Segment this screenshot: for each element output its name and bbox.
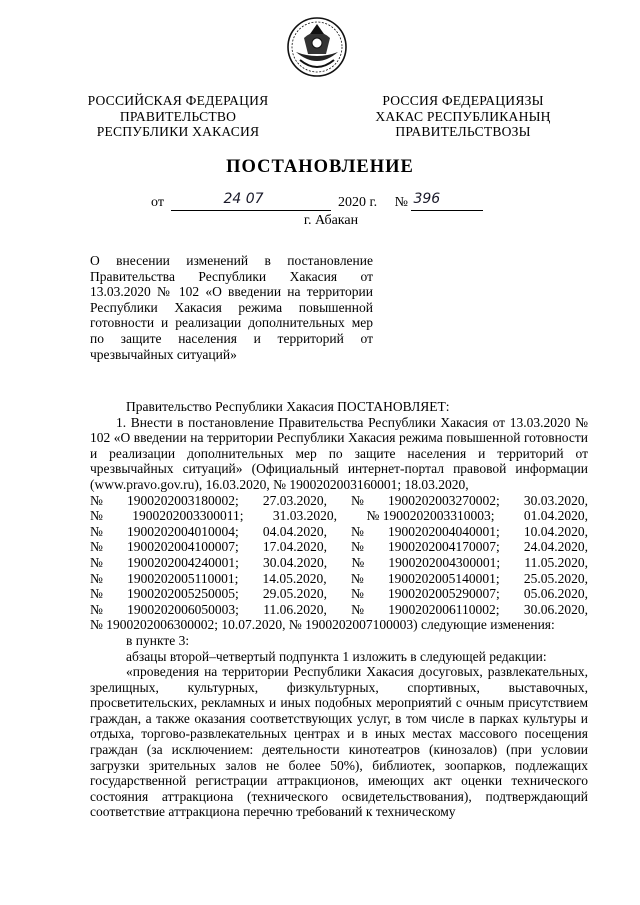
republic-emblem-icon <box>286 16 348 78</box>
registration-cell: 27.03.2020, <box>262 492 327 508</box>
registration-cell: 1900202005250005; <box>126 586 239 602</box>
document-body <box>90 399 588 820</box>
header-right-line: ПРАВИТЕЛЬСТВОЗЫ <box>395 124 531 139</box>
registration-row <box>90 493 588 509</box>
registration-cell: 04.04.2020, <box>262 523 327 539</box>
registration-cell: 1900202004170007; <box>387 539 500 555</box>
number-sign: № <box>394 195 408 210</box>
registration-cell: 30.04.2020, <box>263 554 328 570</box>
registration-cell: 30.03.2020, <box>523 492 588 508</box>
registration-cell: № <box>351 601 365 617</box>
registration-row <box>90 524 588 540</box>
registration-list <box>90 493 588 618</box>
registration-cell: 1900202004100007; <box>126 539 239 555</box>
registration-row <box>90 586 588 602</box>
header-left-line: РОССИЙСКАЯ ФЕДЕРАЦИЯ <box>87 93 269 108</box>
registration-cell: 31.03.2020, <box>272 508 338 524</box>
registration-cell: 1900202004040001; <box>387 523 500 539</box>
document-subject: О внесении изменений в постановление Правительства Республики Хакасия от 13.03.2020 № 102 «О введении на территории Республики Хакасия режима повышенной готовности и реализации дополнительных мер по защите населения и территорий от чрезвычайных ситуаций» <box>90 253 373 362</box>
registration-cell: 1900202004010004; <box>126 523 239 539</box>
registration-cell: 1900202003300011; <box>132 508 244 524</box>
header-right <box>368 93 558 140</box>
registration-row <box>90 571 588 587</box>
header-right-line: РОССИЯ ФЕДЕРАЦИЯЗЫ <box>382 93 544 108</box>
registration-cell: 29.05.2020, <box>262 586 327 602</box>
registration-cell: № <box>350 570 364 586</box>
registration-cell: 1900202006050003; <box>127 601 239 617</box>
point-ref: в пункте 3: <box>126 632 190 648</box>
registration-cell: № <box>90 539 103 555</box>
registration-cell: 24.04.2020, <box>523 539 588 555</box>
registration-cell: 30.06.2020, <box>523 601 588 617</box>
number-field <box>411 191 483 211</box>
registration-row <box>90 539 588 555</box>
registration-tail: № 1900202006300002; 10.07.2020, № 1900202007100003) следующие изменения: <box>90 617 555 633</box>
date-prefix: от <box>151 195 164 210</box>
date-field <box>171 191 331 211</box>
registration-cell: 1900202004240001; <box>127 554 239 570</box>
registration-cell: № <box>90 586 103 602</box>
registration-row <box>90 508 588 524</box>
city: г. Абакан <box>303 213 359 228</box>
header-right-line: ХАКАС РЕСПУБЛИКАНЫҢ <box>375 108 551 124</box>
year-label: 2020 г. <box>337 195 378 210</box>
registration-cell: № <box>351 586 364 602</box>
registration-cell: 1900202003270002; <box>387 492 500 508</box>
registration-cell: № <box>351 492 364 508</box>
registration-cell: № <box>90 492 103 508</box>
header-left-line: ПРАВИТЕЛЬСТВО <box>119 108 237 124</box>
registration-cell: 14.05.2020, <box>262 570 327 586</box>
registration-cell: 05.06.2020, <box>523 586 588 602</box>
registration-cell: 01.04.2020, <box>523 508 588 524</box>
registration-cell: № <box>90 523 103 539</box>
registration-cell: 10.04.2020, <box>523 523 588 539</box>
registration-cell: № <box>90 601 103 617</box>
registration-cell: 1900202005140001; <box>387 570 500 586</box>
instruction: абзацы второй–четвертый подпункта 1 изложить в следующей редакции: <box>126 648 547 664</box>
registration-cell: 1900202006110002; <box>388 601 500 617</box>
registration-cell: № <box>90 554 103 570</box>
registration-cell: 1900202005110001; <box>127 570 239 586</box>
item-1-intro: 1. Внести в постановление Правительства Республики Хакасия от 13.03.2020 № 102 «О введении на территории Республики Хакасия режима повышенной готовности и реализации дополнительных мер по защите населения и территорий от чрезвычайных ситуаций» (Официальный интернет-портал правовой информации (www.pravo.gov.ru), 16.03.2020, № 1900202003160001; 18.03.2020, <box>90 414 588 492</box>
registration-cell: 25.05.2020, <box>523 570 588 586</box>
registration-cell: 11.06.2020, <box>263 601 327 617</box>
registration-cell: № <box>90 570 103 586</box>
header-left <box>78 93 278 140</box>
document-title: ПОСТАНОВЛЕНИЕ <box>226 157 414 177</box>
registration-cell: 1900202004300001; <box>388 554 501 570</box>
registration-cell: 11.05.2020, <box>524 554 588 570</box>
preamble: Правительство Республики Хакасия ПОСТАНОВЛЯЕТ: <box>126 399 450 414</box>
registration-cell: 1900202003180002; <box>126 492 239 508</box>
registration-cell: № <box>351 523 364 539</box>
new-text: «проведения на территории Республики Хакасия досуговых, развлекательных, зрелищных, культурных, физкультурных, спортивных, выставочных, просветительских, рекламных и иных подобных мероприятий с очным присутствием граждан, а также оказания соответствующих услуг, в том числе в парках культуры и отдыха, торгово-развлекательных центрах и в иных местах массового посещения граждан (за исключением: деятельности кинотеатров (кинозалов) (при условии загрузки зрительных залов не более 50%), библиотек, зоопарков, подлежащих государственной регистрации аттракционов, имеющих акт оценки технического состояния аттракциона (технического освидетельствования), подтверждающий соответствие аттракциона перечню требований к техническому <box>90 664 588 820</box>
registration-cell: № 1900202003310003; <box>366 508 495 524</box>
handwritten-date: 24 07 <box>223 191 264 207</box>
registration-cell: № <box>90 508 103 524</box>
registration-cell: 1900202005290007; <box>387 586 500 602</box>
registration-cell: № <box>351 554 365 570</box>
handwritten-number: 396 <box>413 191 441 207</box>
date-number-line <box>151 191 483 211</box>
registration-row <box>90 555 588 571</box>
registration-row <box>90 602 588 618</box>
header-left-line: РЕСПУБЛИКИ ХАКАСИЯ <box>96 124 260 139</box>
registration-cell: 17.04.2020, <box>262 539 327 555</box>
registration-cell: № <box>351 539 364 555</box>
